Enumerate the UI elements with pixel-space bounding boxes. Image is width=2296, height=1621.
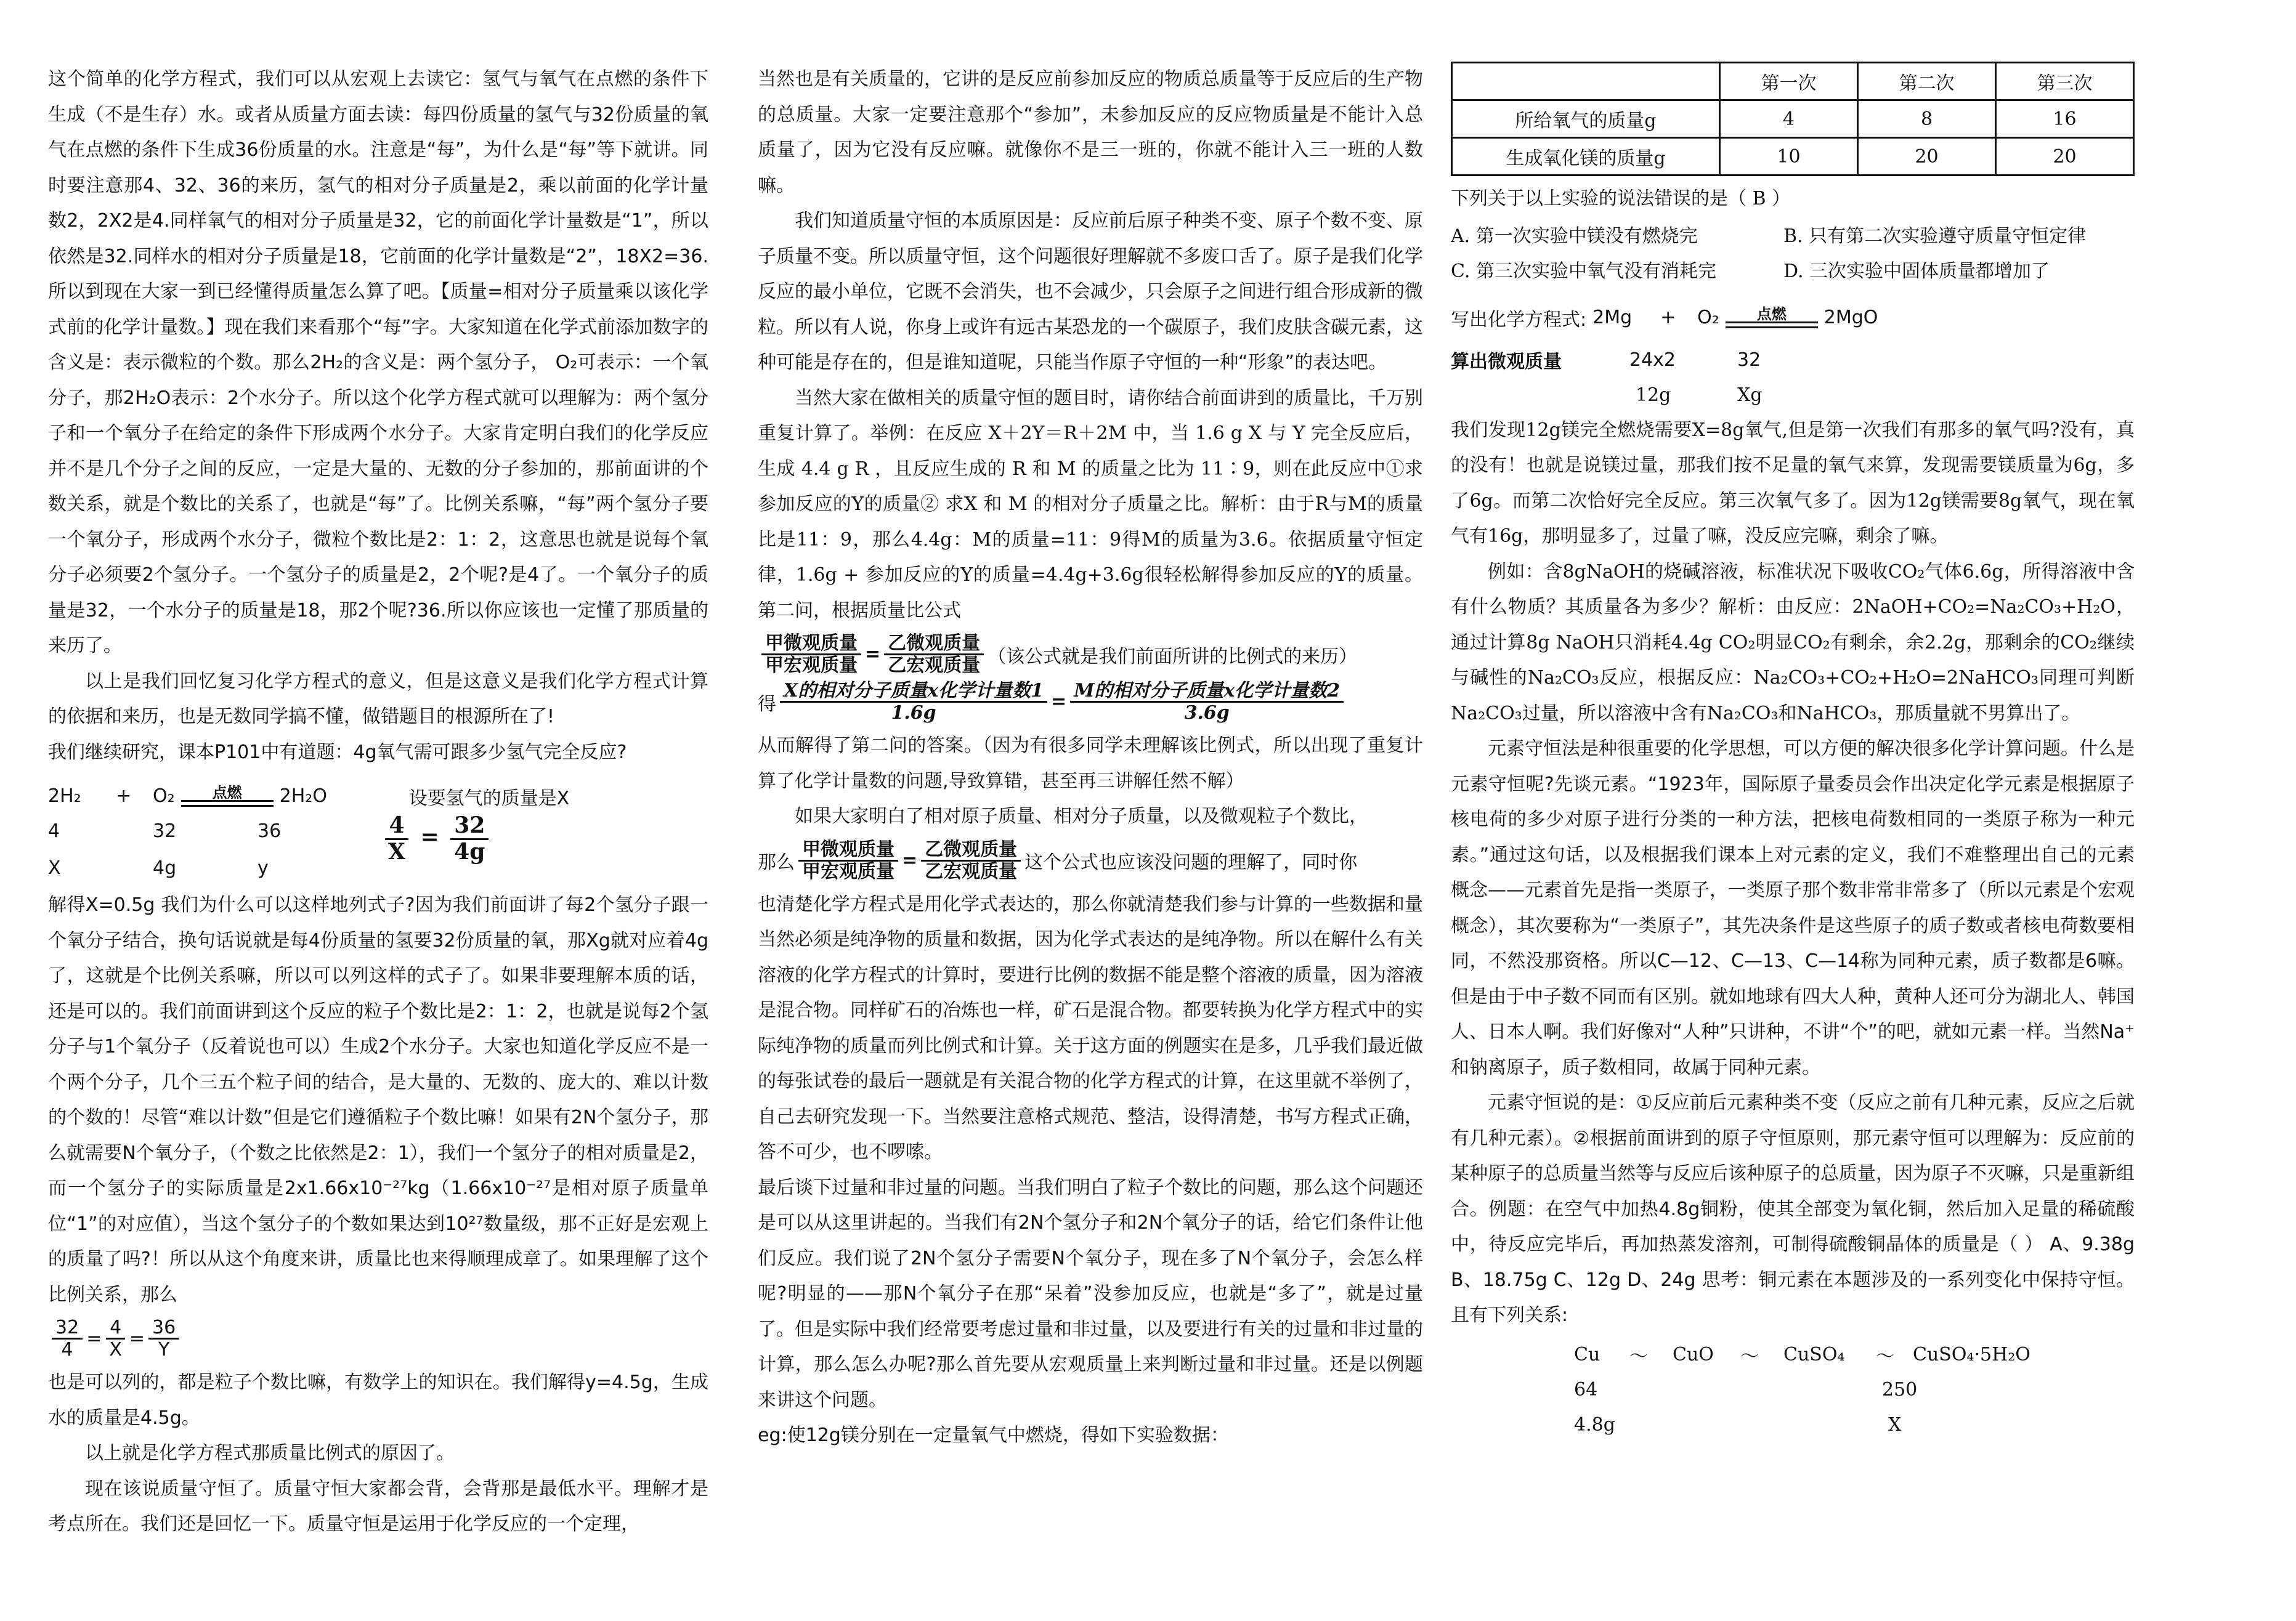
table-row: 所给氧气的质量g 4 8 16 bbox=[1452, 100, 2134, 138]
option: B. 只有第二次实验遵守质量守恒定律 bbox=[1783, 225, 2087, 247]
conservation-chain-value: 4.8g X bbox=[1574, 1413, 1902, 1436]
equation-term: 2H₂O bbox=[279, 785, 327, 807]
proportion-formula: $\frac{32}{4}$ = $\frac{4}{X}$ = $\frac{36}{Y}$ bbox=[48, 1317, 708, 1360]
reaction-arrow bbox=[181, 785, 274, 807]
column-3 bbox=[1451, 62, 2135, 1601]
paragraph: 从而解得了第二问的答案。（因为有很多同学未理解该比例式，所以出现了重复计算了化学计量数的问题,导致算错，甚至再三讲解任然不解） bbox=[758, 735, 1423, 792]
equation-label: 写出化学方程式: bbox=[1451, 309, 1587, 331]
formula-note: （该公式就是我们前面所讲的比例式的来历） bbox=[988, 645, 1358, 668]
equation-plus: + bbox=[1660, 307, 1676, 328]
table-header-row: 第一次 第二次 第三次 bbox=[1452, 63, 2134, 100]
conservation-chain-mass: 64 250 bbox=[1574, 1378, 1918, 1401]
equation-term: O₂ bbox=[1697, 307, 1719, 328]
paragraph: 例如：含8gNaOH的烧碱溶液，标准状况下吸收CO₂气体6.6g，所得溶液中含有什么物质？其质量各为多少？解析：由反应：2NaOH+CO₂=Na₂CO₃+H₂O，通过计算8g NaOH只消耗4.4g CO₂明显CO₂有剩余，余2.2g，那剩余的CO₂继续与碱性的Na₂CO₃反应，根据反应：Na₂CO₃+CO₂+H₂O=2NaHCO₃同理可判断Na₂CO₃过量，所以溶液中含有Na₂CO₃和NaHCO₃，那质量就不男算出了。 bbox=[1451, 560, 2135, 724]
equation-term: 2H₂ bbox=[48, 785, 81, 807]
macro-mass-row: 12g Xg bbox=[1636, 384, 1763, 406]
equation-term: 2MgO bbox=[1823, 307, 1878, 328]
paragraph: 我们发现12g镁完全燃烧需要X=8g氧气,但是第一次我们有那多的氧气吗?没有，真的没有！也就是说镁过量，那我们按不足量的氧气来算，发现需要镁质量为6g，多了6g。而第二次恰好完全反应。第三次氧气多了。因为12g镁需要8g氧气，现在氧气有16g，那明显多了，过量了嘛，没反应完嘛，剩余了嘛。 bbox=[1451, 419, 2135, 547]
option-row bbox=[1451, 252, 2135, 287]
paragraph: 以上是我们回忆复习化学方程式的意义，但是这意义是我们化学方程式计算的依据和来历，也是无数同学搞不懂，做错题目的根源所在了! bbox=[48, 670, 708, 727]
equation-assumption: 设要氢气的质量是X bbox=[408, 787, 570, 809]
paragraph: 这个简单的化学方程式，我们可以从宏观上去读它：氢气与氧气在点燃的条件下生成（不是生存）水。或者从质量方面去读：每四份质量的氢气与32份质量的氧气在点燃的条件下生成36份质量的水。注意是“每”，为什么是“每”等下就讲。同时要注意那4、32、36的来历，氢气的相对分子质量是2，乘以前面的化学计量数2，2X2是4.同样氧气的相对分子质量是32，它的前面化学计量数是“1”，所以依然是32.同样水的相对分子质量是18，它前面的化学计量数是“2”，18X2=36.所以到现在大家一到已经懂得质量怎么算了吧。【质量=相对分子质量乘以该化学式前的化学计量数。】现在我们来看那个“每”字。大家知道在化学式前添加数字的含义是：表示微粒的个数。那么2H₂的含义是：两个氢分子， O₂可表示：一个氧分子，那2H₂O表示：2个水分子。所以这个化学方程式就可以理解为：两个氢分子和一个氧分子在给定的条件下形成两个水分子。大家肯定明白我们的化学反应并不是几个分子之间的反应，一定是大量的、无数的分子参加的，那前面讲的个数关系，就是个数比的关系了，也就是“每”了。比例关系嘛，“每”两个氢分子要一个氧分子，形成两个水分子，微粒个数比是2：1：2，这意思也就是说每个氧分子必须要2个氢分子。一个氢分子的质量是2，2个呢?是4了。一个氧分子的质量是32，一个水分子的质量是18，那2个呢?36.所以你应该也一定懂了那质量的来历了。 bbox=[48, 68, 708, 657]
ratio-value: 4 bbox=[48, 820, 60, 842]
ratio-value: X bbox=[48, 857, 61, 879]
reaction-condition: 点燃 bbox=[212, 784, 242, 801]
reaction-condition: 点燃 bbox=[1756, 305, 1787, 323]
ratio-value: 4g bbox=[153, 857, 177, 879]
mass-ratio-formula: 那么 $\frac{\text{甲微观质量}}{\text{甲宏观质量}}$ = $\frac{\text{乙微观质量}}{\text{乙宏观质量}}$ 这个公式也应该没问题的理解了，同时你 bbox=[758, 838, 1358, 883]
mass-ratio-formula: $\frac{\text{甲微观质量}}{\text{甲宏观质量}}$ = $\frac{\text{乙微观质量}}{\text{乙宏观质量}}$ （该公式就是我们前面所讲的比例式的来历） bbox=[758, 633, 1423, 676]
paragraph: 也清楚化学方程式是用化学式表达的，那么你就清楚我们参与计算的一些数据和量当然必须是纯净物的质量和数据，因为化学式表达的是纯净物。所以在解什么有关溶液的化学方程式的计算时，要进行比例的数据不能是整个溶液的质量，因为溶液是混合物。同样矿石的冶炼也一样，矿石是混合物。都要转换为化学方程式中的实际纯净物的质量而列比例式和计算。关于这方面的例题实在是多，几乎我们最近做的每张试卷的最后一题就是有关混合物的化学方程式的计算，在这里就不举例了，自己去研究发现一下。当然要注意格式规范、整洁，设得清楚，书写方程式正确，答不可少，也不啰嗦。 bbox=[758, 893, 1423, 1163]
equation-term: O₂ bbox=[153, 785, 175, 807]
micro-mass-row: 算出微观质量 24x2 32 bbox=[1451, 342, 2135, 378]
paragraph: 元素守恒法是种很重要的化学思想，可以方便的解决很多化学计算问题。什么是元素守恒呢?先谈元素。“1923年，国际原子量委员会作出决定化学元素是根据原子核电荷的多少对原子进行分类的一种方法，把核电荷数相同的一类原子称为一种元素。”通过这句话，以及根据我们课本上对元素的定义，我们不难整理出自己的元素概念——元素首先是指一类原子，一类原子那个数非常非常多了（所以元素是个宏观概念），其次要称为“一类原子”，其先决条件是这些原子的质子数或者核电荷数要相同，不然没那资格。所以C—12、C—13、C—14称为同种元素，质子数都是6嘛。但是由于中子数不同而有区别。就如地球有四大人种，黄种人还可分为湖北人、韩国人、日本人啊。我们好像对“人种”只讲种，不讲“个”的吧，就如元素一样。当然Na⁺和钠离原子，质子数相同，故属于同种元素。 bbox=[1451, 738, 2135, 1078]
paragraph: 当然大家在做相关的质量守恒的题目时，请你结合前面讲到的质量比，千万别重复计算了。举例：在反应 X＋2Y＝R＋2M 中，当 1.6 g X 与 Y 完全反应后，生成 4.4 g R ，且反应生成的 R 和 M 的质量之比为 11∶9，则在此反应中①求参加反应的Y的质量② 求X 和 M 的相对分子质量之比。解析：由于R与M的质量比是11：9，那么4.4g：M的质量=11：9得M的质量为3.6。依据质量守恒定律，1.6g + 参加反应的Y的质量=4.4g+3.6g很轻松解得参加反应的Y的质量。第二问，根据质量比公式 bbox=[758, 387, 1423, 621]
paragraph: 现在该说质量守恒了。质量守恒大家都会背，会背那是最低水平。理解才是考点所在。我们还是回忆一下。质量守恒是运用于化学反应的一个定理， bbox=[48, 1477, 708, 1535]
paragraph: 以上就是化学方程式那质量比例式的原因了。 bbox=[85, 1442, 455, 1464]
paragraph: 解得X=0.5g 我们为什么可以这样地列式子?因为我们前面讲了每2个氢分子跟一个氧分子结合，换句话说就是每4份质量的氢要32份质量的氧，那Xg就对应着4g了，这就是个比例关系嘛，所以可以列这样的式子了。如果非要理解本质的话，还是可以的。我们前面讲到这个反应的粒子个数比是2：1：2，也就是说每2个氢分子与1个氧分子（反着说也可以）生成2个水分子。大家也知道化学反应不是一个两个分子，几个三五个粒子间的结合，是大量的、无数的、庞大的、难以计数的个数的！尽管“难以计数”但是它们遵循粒子个数比嘛！如果有2N个氢分子，那么就需要N个氧分子，（个数之比依然是2：1），我们一个氢分子的相对质量是2，而一个氢分子的实际质量是2x1.66x10⁻²⁷kg（1.66x10⁻²⁷是相对原子质量单位“1”的对应值），当这个氢分子的个数如果达到10²⁷数量级，那不正好是宏观上的质量了吗?！所以从这个角度来讲，质量比也来得顺理成章了。如果理解了这个比例关系，那么 bbox=[48, 894, 708, 1306]
paragraph: 如果大家明白了相对原子质量、相对分子质量，以及微观粒子个数比， bbox=[795, 806, 1368, 827]
option: C. 第三次实验中氧气没有消耗完 bbox=[1451, 261, 1716, 282]
experiment-table bbox=[1451, 62, 2135, 176]
equation-term: 2Mg bbox=[1592, 307, 1633, 328]
option: A. 第一次实验中镁没有燃烧完 bbox=[1451, 225, 1698, 247]
paragraph: eg:使12g镁分别在一定量氧气中燃烧，得如下实验数据： bbox=[758, 1425, 1229, 1446]
proportion-formula: $\frac{4}{X}$ = $\frac{32}{4g}$ bbox=[381, 814, 492, 864]
option: D. 三次实验中固体质量都增加了 bbox=[1783, 261, 2050, 282]
ratio-block bbox=[48, 814, 708, 887]
paragraph: 最后谈下过量和非过量的问题。当我们明白了粒子个数比的问题，那么这个问题还是可以从这里讲起的。当我们有2N个氢分子和2N个氧分子的话，给它们条件让他们反应。我们说了2N个氢分子需要N个氧分子，现在多了N个氧分子，会怎么样呢?明显的——那N个氧分子在那“呆着”没参加反应，也就是“多了”，就是过量了。但是实际中我们经常要考虑过量和非过量，以及要进行有关的过量和非过量的计算，那么怎么办呢?那么首先要从宏观质量上来判断过量和非过量。还是以例题来讲这个问题。 bbox=[758, 1176, 1423, 1411]
equation-plus: + bbox=[116, 785, 132, 807]
option-row bbox=[1451, 217, 2135, 252]
question: 下列关于以上实验的说法错误的是（ B ） bbox=[1451, 188, 1791, 209]
paragraph: 我们继续研究，课本P101中有道题：4g氧气需可跟多少氢气完全反应? bbox=[48, 741, 627, 763]
column-2 bbox=[758, 62, 1423, 1601]
paragraph: 也是可以列的，都是粒子个数比嘛，有数学上的知识在。我们解得y=4.5g，生成水的质量是4.5g。 bbox=[48, 1372, 708, 1429]
equation-row bbox=[1451, 293, 2135, 342]
paragraph: 元素守恒说的是：①反应前后元素种类不变（反应之前有几种元素，反应之后就有几种元素）。②根据前面讲到的原子守恒原则，那元素守恒可以理解为：反应前的某种原子的总质量当然等与反应后该种原子的总质量，因为原子不灭嘛，只是重新组合。例题：在空气中加热4.8g铜粉，使其全部变为氧化铜，然后加入足量的稀硫酸中，待反应完毕后，再加热蒸发溶剂，可制得硫酸铜晶体的质量是（ ） A、9.38g B、18.75g C、12g D、24g 思考：铜元素在本题涉及的一系列变化中保持守恒。且有下列关系: bbox=[1451, 1092, 2135, 1326]
paragraph: 当然也是有关质量的，它讲的是反应前参加反应的物质总质量等于反应后的生产物的总质量。大家一定要注意那个“参加”，未参加反应的反应物质量是不能计入总质量了，因为它没有反应嘛。就像你不是三一班的，你就不能计入三一班的人数嘛。 bbox=[758, 68, 1423, 196]
ratio-value: y bbox=[258, 857, 269, 879]
column-1 bbox=[48, 62, 708, 1601]
ratio-value: 32 bbox=[153, 820, 177, 842]
table-row: 生成氧化镁的质量g 10 20 20 bbox=[1452, 138, 2134, 176]
conservation-chain: Cu ～ CuO ～ CuSO₄ ～ CuSO₄·5H₂O bbox=[1574, 1343, 2030, 1367]
paragraph: 我们知道质量守恒的本质原因是：反应前后原子种类不变、原子个数不变、原子质量不变。所以质量守恒，这个问题很好理解就不多废口舌了。原子是我们化学反应的最小单位，它既不会消失，也不会减少，只会原子之间进行组合形成新的微粒。所以有人说，你身上或许有远古某恐龙的一个碳原子，我们皮肤含碳元素，这种可能是存在的，但是谁知道呢，只能当作原子守恒的一种“形象”的表达吧。 bbox=[758, 210, 1423, 373]
micro-mass-label: 算出微观质量 bbox=[1451, 351, 1562, 373]
equation-row bbox=[48, 778, 708, 814]
reaction-arrow bbox=[1726, 307, 1818, 328]
ratio-value: 36 bbox=[258, 820, 282, 842]
molecular-mass-formula: 得 $\frac{\text{X的相对分子质量x化学计量数1}}{1.6g}$ = $\frac{\text{M的相对分子质量x化学计量数2}}{3.6g}$ bbox=[758, 681, 1423, 723]
